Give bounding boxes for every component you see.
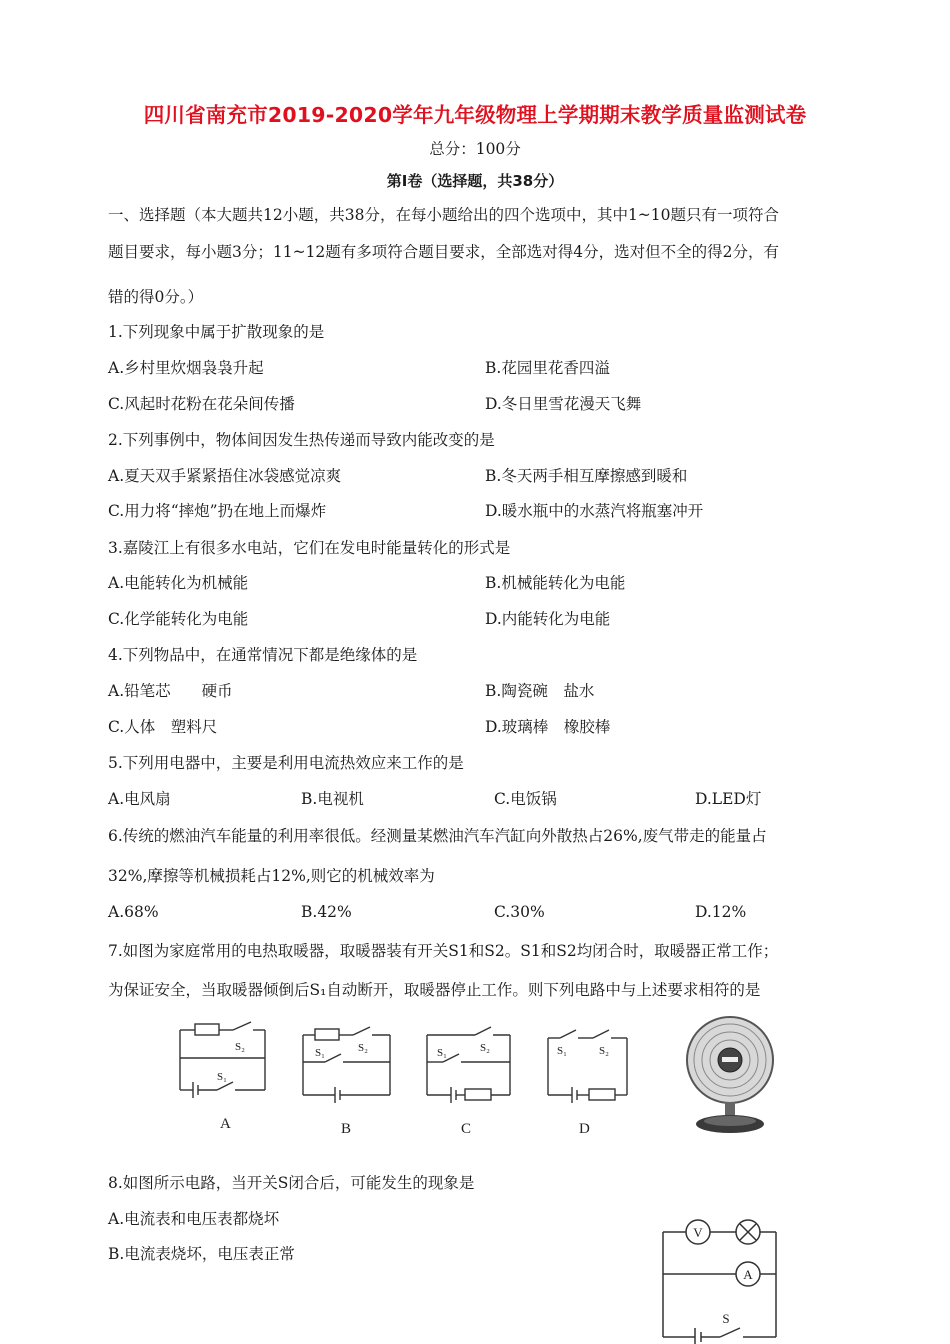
q7-circuit-figure xyxy=(165,1010,785,1145)
q1-option-d: D.冬日里雪花漫天飞舞 xyxy=(485,395,642,413)
circuit-a xyxy=(180,1022,265,1098)
q5-option-a: A.电风扇 xyxy=(108,790,171,808)
q1-option-c: C.风起时花粉在花朵间传播 xyxy=(108,395,295,413)
q5-stem: 5.下列用电器中，主要是利用电流热效应来工作的是 xyxy=(108,754,464,772)
electric-heater-image xyxy=(687,1017,773,1133)
circuit-c-label: C xyxy=(461,1121,472,1137)
q6-stem-line-2: 32%,摩擦等机械损耗占12%,则它的机械效率为 xyxy=(108,867,435,885)
circuit-b-label: B xyxy=(341,1121,352,1137)
q2-option-a: A.夏天双手紧紧捂住冰袋感觉凉爽 xyxy=(108,467,342,485)
q4-option-d: D.玻璃棒 橡胶棒 xyxy=(485,718,611,736)
q4-option-b: B.陶瓷碗 盐水 xyxy=(485,682,595,700)
q2-option-b: B.冬天两手相互摩擦感到暖和 xyxy=(485,467,688,485)
q5-option-d: D.LED灯 xyxy=(695,790,762,808)
q8-circuit-figure xyxy=(650,1212,790,1344)
q6-option-a: A.68% xyxy=(108,903,159,921)
q3-stem: 3.嘉陵江上有很多水电站，它们在发电时能量转化的形式是 xyxy=(108,539,511,557)
q2-option-d: D.暖水瓶中的水蒸汽将瓶塞冲开 xyxy=(485,502,704,520)
circuit-d xyxy=(548,1030,627,1103)
q2-stem: 2.下列事例中，物体间因发生热传递而导致内能改变的是 xyxy=(108,431,495,449)
exam-title: 四川省南充市2019-2020学年九年级物理上学期期末教学质量监测试卷 xyxy=(143,103,807,127)
q3-option-a: A.电能转化为机械能 xyxy=(108,574,249,592)
q8-option-b: B.电流表烧坏，电压表正常 xyxy=(108,1245,295,1263)
circuit-a-label: A xyxy=(220,1116,231,1132)
q4-option-c: C.人体 塑料尺 xyxy=(108,718,218,736)
q4-option-a: A.铅笔芯 硬币 xyxy=(108,682,233,700)
q8-stem: 8.如图所示电路，当开关S闭合后，可能发生的现象是 xyxy=(108,1174,475,1192)
q2-option-c: C.用力将“摔炮”扔在地上而爆炸 xyxy=(108,502,327,520)
circuit-a-s1-label: S₁ xyxy=(217,1071,227,1083)
q3-option-d: D.内能转化为电能 xyxy=(485,610,611,628)
q7-stem-line-1: 7.如图为家庭常用的电热取暖器，取暖器装有开关S1和S2。S1和S2均闭合时，取暖器正常工作； xyxy=(108,942,779,960)
q8-option-a: A.电流表和电压表都烧坏 xyxy=(108,1210,280,1228)
q6-option-d: D.12% xyxy=(695,903,747,921)
q4-stem: 4.下列物品中，在通常情况下都是绝缘体的是 xyxy=(108,646,418,664)
instructions-line-2: 题目要求，每小题3分；11~12题有多项符合题目要求，全部选对得4分，选对但不全的得2分，有 xyxy=(108,243,780,261)
circuit-c-s1-label: S₁ xyxy=(437,1047,447,1059)
q6-stem-line-1: 6.传统的燃油汽车能量的利用率很低。经测量某燃油汽车汽缸向外散热占26%,废气带走的能量占 xyxy=(108,827,767,845)
circuit-c xyxy=(427,1027,510,1103)
circuit-d-label: D xyxy=(579,1121,590,1137)
circuit-d-s1-label: S₁ xyxy=(557,1045,567,1057)
circuit-b xyxy=(303,1027,390,1103)
circuit-c-s2-label: S₂ xyxy=(480,1042,490,1054)
q7-stem-line-2: 为保证安全，当取暖器倾倒后S₁自动断开，取暖器停止工作。则下列电路中与上述要求相符的是 xyxy=(108,981,761,999)
q5-option-c: C.电饭锅 xyxy=(494,790,557,808)
circuit-b-s2-label: S₂ xyxy=(358,1042,368,1054)
q3-option-c: C.化学能转化为电能 xyxy=(108,610,249,628)
section-title: 第Ⅰ卷（选择题，共38分） xyxy=(386,172,564,190)
circuit-b-s1-label: S₁ xyxy=(315,1047,325,1059)
q1-option-a: A.乡村里炊烟袅袅升起 xyxy=(108,359,264,377)
q6-option-b: B.42% xyxy=(301,903,352,921)
instructions-line-3: 错的得0分。） xyxy=(108,288,204,306)
q6-option-c: C.30% xyxy=(494,903,545,921)
ammeter-label: A xyxy=(743,1267,753,1282)
q1-option-b: B.花园里花香四溢 xyxy=(485,359,610,377)
switch-label: S xyxy=(722,1311,730,1326)
voltmeter-label: V xyxy=(693,1225,703,1240)
q3-option-b: B.机械能转化为电能 xyxy=(485,574,626,592)
circuit-a-s2-label: S₂ xyxy=(235,1041,245,1053)
circuit-d-s2-label: S₂ xyxy=(599,1045,609,1057)
q5-option-b: B.电视机 xyxy=(301,790,364,808)
instructions-line-1: 一、选择题（本大题共12小题，共38分，在每小题给出的四个选项中，其中1~10题只有一项符合 xyxy=(108,206,780,224)
total-score: 总分：100分 xyxy=(429,140,521,158)
q1-stem: 1.下列现象中属于扩散现象的是 xyxy=(108,323,325,341)
